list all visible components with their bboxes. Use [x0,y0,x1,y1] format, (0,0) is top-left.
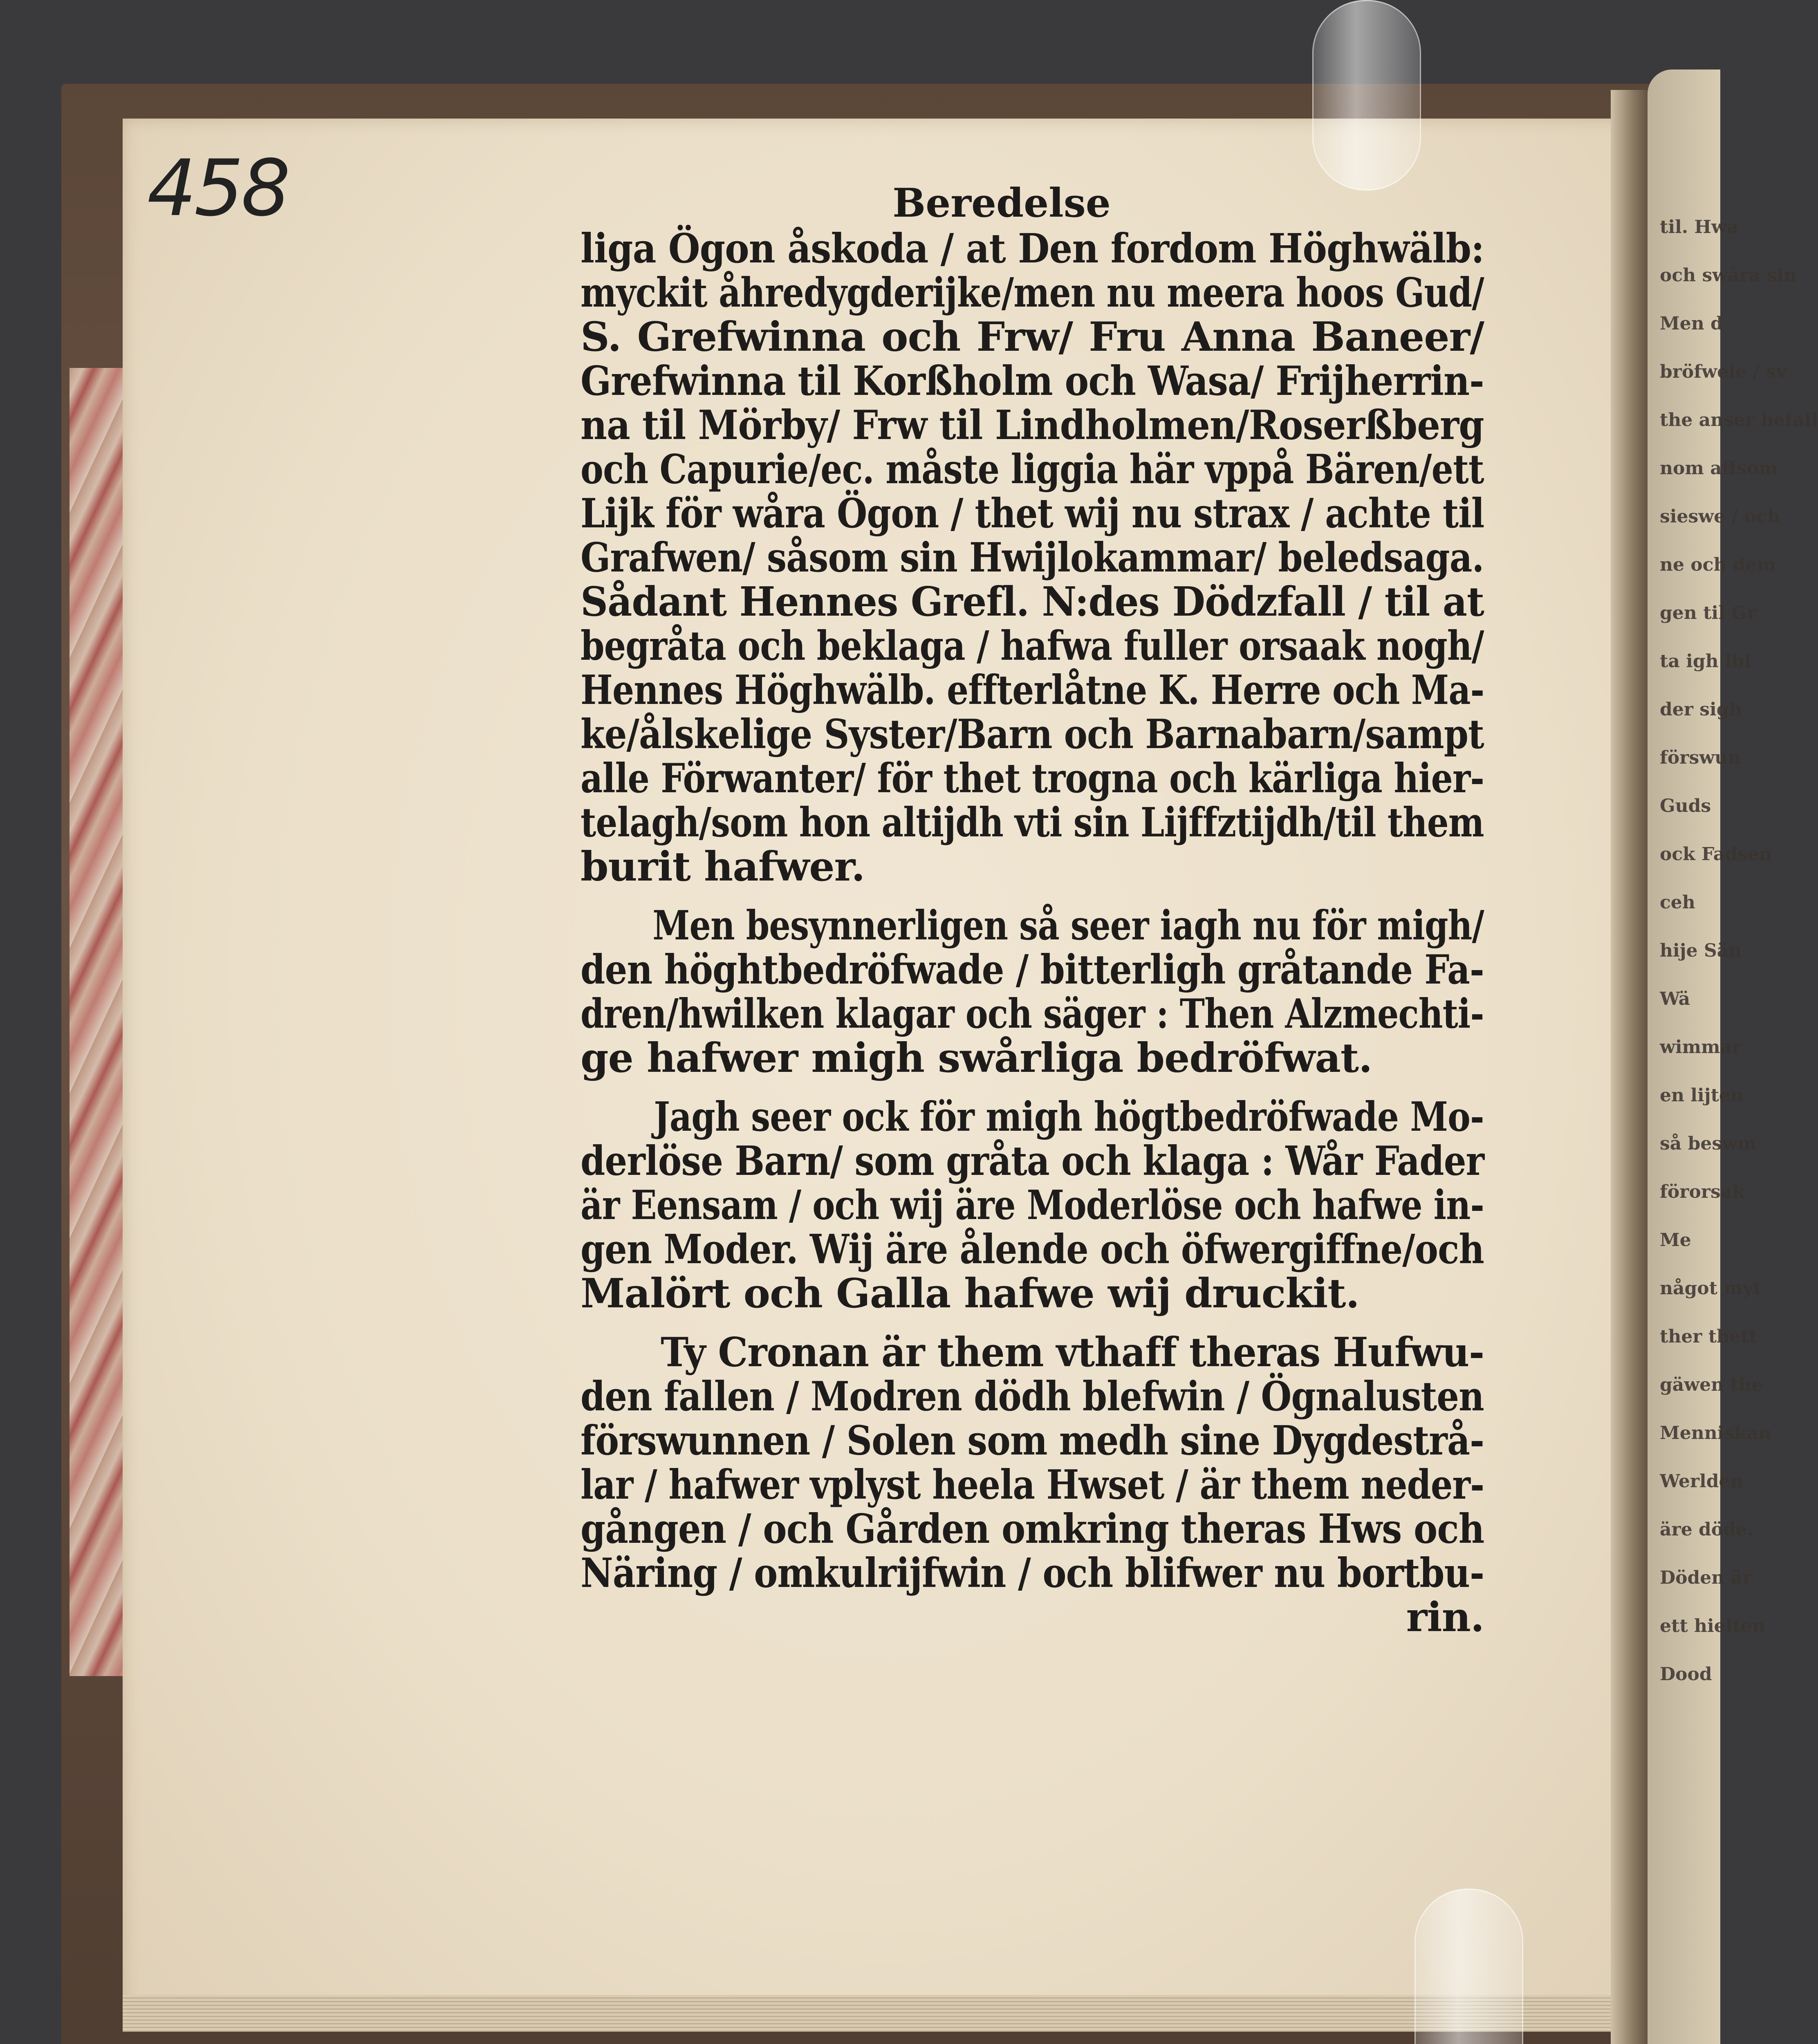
next-page-fragment: Dood [1660,1664,1712,1685]
next-page-edge [1648,69,1818,2044]
text-line: gen Moder. Wij äre ålende och öfwergiffne/och [581,1226,1484,1273]
running-header: Beredelse [892,180,1111,226]
text-line: den fallen / Modren dödh blefwin / Ögnalusten [581,1373,1484,1420]
text-line: burit hafwer. [581,843,865,890]
text-line: Men besynnerligen så seer iagh nu för migh/ [652,902,1484,949]
page-number: 458 [147,143,288,233]
text-line: S. Grefwinna och Frw/ Fru Anna Baneer/ [581,314,1484,361]
text-line: dren/hwilken klagar och säger : Then Alzmechti- [581,991,1484,1038]
text-line: Näring / omkulrijfwin / och blifwer nu bortbu- [581,1550,1484,1597]
text-line: ge hafwer migh swårliga bedröfwat. [581,1035,1372,1082]
next-page-fragment: Menniskan [1660,1423,1772,1443]
next-page-fragment: bröfwele / sv [1660,361,1787,382]
body-text [581,227,1484,1640]
text-line: myckit åhredygderijke/men nu meera hoos Gud/ [581,269,1484,316]
next-page-fragment: nom affsom [1660,458,1778,479]
text-line: Lijk för wåra Ögon / thet wij nu strax / achte til [581,490,1484,537]
next-page-fragment: the anser befall [1660,410,1818,430]
text-line: gången / och Gården omkring theras Hws och [581,1506,1484,1553]
next-page-fragment: ett hielten [1660,1616,1765,1636]
next-page-fragment: wimmar [1660,1037,1742,1058]
page-weight-top [1312,0,1421,191]
text-line: lar / hafwer vplyst heela Hwset / är them neder- [581,1461,1484,1508]
text-line: rin. [1406,1594,1484,1641]
text-line: Ty Cronan är them vthaff theras Hufwu- [661,1329,1484,1376]
next-page-fragment: gäwen the [1660,1374,1763,1395]
next-page-fragment: Guds [1660,796,1711,816]
next-page-fragment: förorsak [1660,1181,1745,1202]
next-page-fragment: hije Sän [1660,940,1742,961]
next-page-fragment: gen til Gr [1660,603,1756,623]
text-line: liga Ögon åskoda / at Den fordom Höghwälb: [581,225,1484,272]
next-page-fragment: ock Fadsen [1660,844,1772,865]
next-page-fragment: Wä [1660,988,1690,1009]
next-page-fragment: ta igh ibl [1660,651,1751,672]
next-page-fragment: och swåra sin [1660,265,1797,286]
text-line: den höghtbedröfwade / bitterligh gråtande Fa- [581,946,1484,993]
next-page-fragment: en lijten [1660,1085,1744,1106]
next-page-fragment: ther tbett [1660,1326,1757,1347]
text-line: är Eensam / och wij äre Moderlöse och hafwe in- [581,1182,1484,1229]
next-page-fragment: ceh [1660,892,1695,913]
text-line: Grafwen/ såsom sin Hwijlokammar/ beledsaga. [581,534,1484,581]
next-page-fragment: så beswm [1660,1133,1757,1154]
next-page-fragment: til. Hwa [1660,217,1739,238]
next-page-fragment: ne och dem [1660,554,1776,575]
next-page-fragment: förswun [1660,747,1741,768]
next-page-fragment: Werlden [1660,1471,1744,1492]
marbled-endpaper [69,368,131,1676]
text-line: telagh/som hon altijdh vti sin Lijffztijdh/til them [581,799,1484,846]
next-page-fragment: Döden är [1660,1567,1752,1588]
text-line: förswunnen / Solen som medh sine Dygdestrå- [581,1417,1484,1464]
next-page-fragment: der sigh [1660,699,1742,720]
text-line: begråta och beklaga / hafwa fuller orsaak nogh/ [581,623,1484,670]
next-page-fragment: äre döde. [1660,1519,1754,1540]
text-line: Malört och Galla hafwe wij druckit. [581,1270,1359,1317]
next-page-fragment: något myt [1660,1278,1762,1299]
next-page-fragment: Me [1660,1230,1691,1251]
text-line: derlöse Barn/ som gråta och klaga : Wår Fader [581,1138,1484,1185]
text-line: och Capurie/ec. måste liggia här vppå Bären/ett [581,446,1484,493]
page-weight-bottom [1414,1889,1523,2044]
next-page-fragment: Men d [1660,313,1723,334]
text-line: ke/ålskelige Syster/Barn och Barnabarn/sampt [581,711,1484,758]
text-line: Grefwinna til Korßholm och Wasa/ Frijherrin- [581,358,1484,405]
text-line: Hennes Höghwälb. effterlåtne K. Herre och Ma- [581,667,1484,714]
text-line: Sådant Hennes Grefl. N:des Dödzfall / til at [581,578,1484,625]
text-line: alle Förwanter/ för thet trogna och kärliga hier- [581,755,1484,802]
text-line: Jagh seer ock för migh högtbedröfwade Mo- [654,1094,1484,1141]
next-page-fragment: sieswe / och [1660,506,1780,527]
text-line: na til Mörby/ Frw til Lindholmen/Roserßberg [581,402,1484,449]
